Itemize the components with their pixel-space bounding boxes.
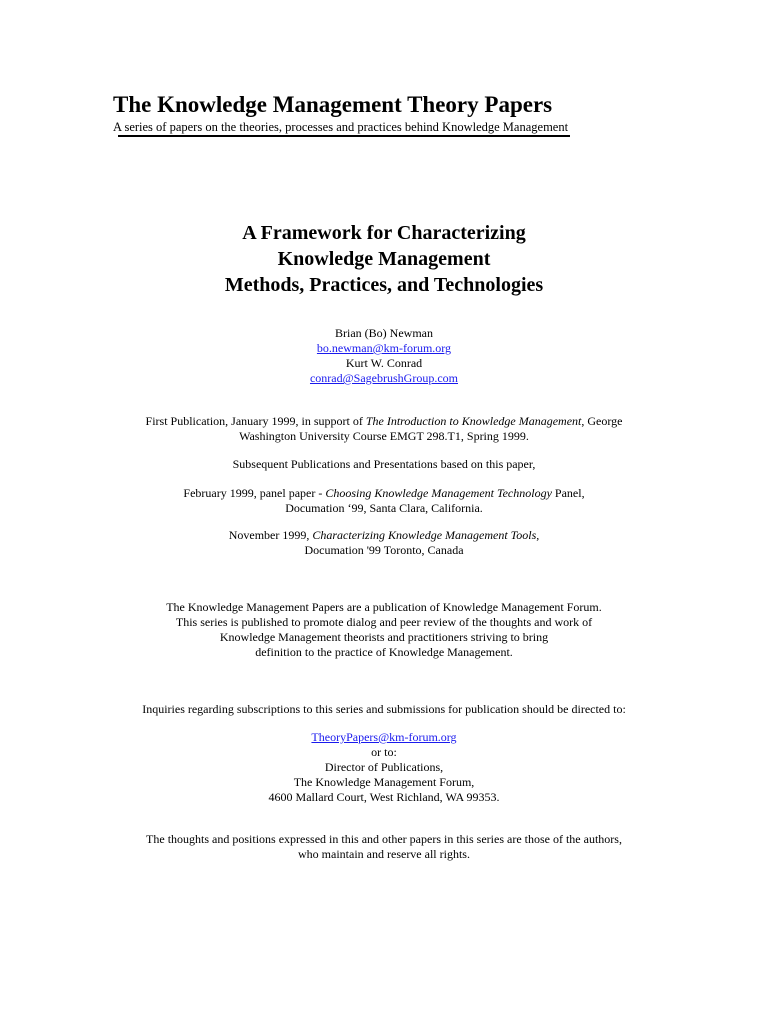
- address-line-2: The Knowledge Management Forum,: [293, 775, 475, 789]
- author-1-email-link[interactable]: bo.newman@km-forum.org: [316, 341, 452, 355]
- address-line-3: 4600 Mallard Court, West Richland, WA 99353.: [268, 790, 500, 804]
- author-2-name: Kurt W. Conrad: [345, 356, 423, 370]
- about-series: [0, 600, 768, 660]
- november-publication-prefix: November 1999,: [228, 528, 313, 542]
- inquiries-contact: [0, 730, 768, 805]
- february-publication-line-1: [0, 486, 768, 501]
- about-series-line-4: definition to the practice of Knowledge Management.: [255, 645, 513, 659]
- february-publication-panel-title: Choosing Knowledge Management Technology: [325, 486, 552, 500]
- first-publication-line-1: [0, 414, 768, 429]
- first-publication-line-2: Washington University Course EMGT 298.T1, Spring 1999.: [239, 429, 529, 443]
- november-publication-line-2: Documation '99 Toronto, Canada: [304, 543, 464, 557]
- or-to-text: or to:: [371, 745, 397, 759]
- disclaimer: [0, 832, 768, 862]
- first-publication: [0, 414, 768, 444]
- paper-title-line-1: A Framework for Characterizing: [242, 222, 526, 244]
- series-title: The Knowledge Management Theory Papers: [113, 92, 553, 117]
- series-subtitle: A series of papers on the theories, processes and practices behind Knowledge Management: [113, 120, 569, 134]
- inquiries-intro-text: Inquiries regarding subscriptions to this series and submissions for publication should be directed to:: [142, 702, 626, 716]
- about-series-line-1: The Knowledge Management Papers are a publication of Knowledge Management Forum.: [166, 600, 602, 614]
- header-divider: [118, 135, 570, 137]
- november-publication-title: Characterizing Knowledge Management Tools,: [312, 528, 540, 542]
- disclaimer-line-2: who maintain and reserve all rights.: [298, 847, 470, 861]
- about-series-line-3: Knowledge Management theorists and practitioners striving to bring: [219, 630, 549, 644]
- disclaimer-line-1: The thoughts and positions expressed in this and other papers in this series are those of the authors,: [146, 832, 622, 846]
- first-publication-course-title: The Introduction to Knowledge Management: [365, 414, 582, 428]
- first-publication-prefix: First Publication, January 1999, in support of: [145, 414, 366, 428]
- first-publication-suffix: , George: [581, 414, 623, 428]
- february-publication-line-2: Documation ‘99, Santa Clara, California.: [285, 501, 483, 515]
- paper-title-line-2: Knowledge Management: [277, 248, 491, 270]
- author-1-name: Brian (Bo) Newman: [335, 326, 433, 340]
- inquiries-intro: [0, 702, 768, 717]
- author-2-email-link[interactable]: conrad@SagebrushGroup.com: [309, 371, 458, 385]
- november-publication-line-1: [0, 528, 768, 543]
- november-publication: [0, 528, 768, 558]
- paper-title-line-3: Methods, Practices, and Technologies: [224, 274, 544, 296]
- authors-block: [0, 326, 768, 386]
- about-series-line-2: This series is published to promote dialog and peer review of the thoughts and work of: [175, 615, 593, 629]
- february-publication-prefix: February 1999, panel paper -: [183, 486, 326, 500]
- subsequent-publications-heading: Subsequent Publications and Presentations based on this paper,: [232, 457, 536, 471]
- february-publication: [0, 486, 768, 516]
- address-line-1: Director of Publications,: [324, 760, 444, 774]
- series-header: [113, 90, 583, 134]
- paper-title: [0, 220, 768, 298]
- theory-papers-email-link[interactable]: TheoryPapers@km-forum.org: [311, 730, 457, 744]
- february-publication-suffix: Panel,: [551, 486, 585, 500]
- subsequent-publications: [0, 457, 768, 472]
